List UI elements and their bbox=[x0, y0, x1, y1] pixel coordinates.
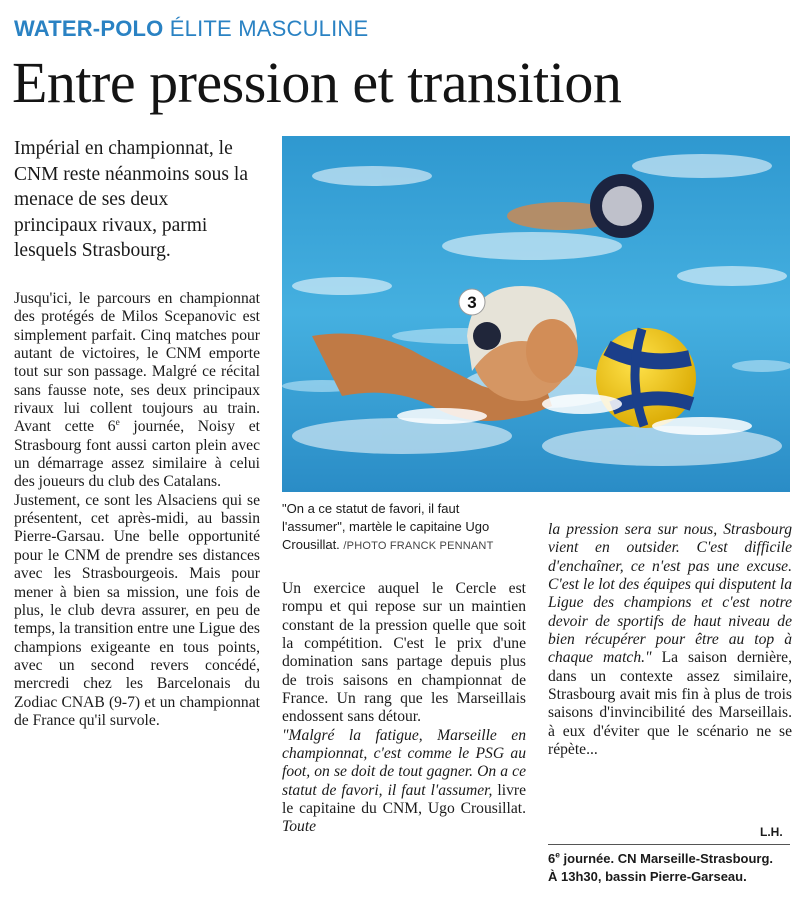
photo-caption bbox=[282, 500, 526, 555]
quote-part-1: "Malgré la fatigue, Marseille en championnat, c'est comme le PSG au foot, on se doit de tout gagner. On a ce statut de favori, il faut l'assumer, bbox=[282, 726, 526, 799]
quote-part-2: la pression sera sur nous, Strasbourg vient en outsider. C'est difficile d'enchaîner, ce n'est pas une excuse. C'est le lot des équipes qui disputent la Ligue des champions et c'est notre devoir de sportifs de haut niveau de bien récupérer pour être au top à chaque match." bbox=[548, 521, 792, 667]
cap-number: 3 bbox=[467, 293, 477, 312]
kicker-sport: WATER-POLO bbox=[14, 16, 164, 41]
quote-continues: Toute bbox=[282, 818, 317, 836]
paragraph-3: Un exercice auquel le Cercle est rompu et qui repose sur un maintien constant de la pression quelle que soit la compétition. C'est le prix d'une domination sans partage depuis plus de trois saisons en championnat de France. Un rang que les Marseillais endossent sans détour. bbox=[282, 580, 526, 726]
article-photo bbox=[282, 136, 790, 492]
kicker-category: ÉLITE MASCULINE bbox=[169, 16, 369, 41]
article-column-1 bbox=[14, 290, 260, 730]
match-info: 6e journée. CN Marseille-Strasbourg. À 13h30, bassin Pierre-Garseau. bbox=[548, 849, 774, 884]
article-column-3 bbox=[548, 521, 792, 759]
section-kicker bbox=[14, 16, 368, 42]
standfirst: Impérial en championnat, le CNM reste néanmoins sous la menace de ses deux principaux rivaux, parmi lesquels Strasbourg. bbox=[14, 138, 248, 261]
headline: Entre pression et transition bbox=[12, 50, 622, 115]
caption-text: "On a ce statut de favori, il faut l'assumer", martèle le capitaine Ugo Crousillat. bbox=[282, 501, 490, 552]
info-divider bbox=[548, 844, 790, 845]
author-signature: L.H. bbox=[760, 825, 783, 839]
photo-credit: /PHOTO FRANCK PENNANT bbox=[343, 540, 494, 552]
paragraph-2: Justement, ce sont les Alsaciens qui se présentent, cet après-midi, au bassin Pierre-Garsau. Une belle opportunité pour le CNM de prendre ses distances avec les Strasbourgeois. Mais pour mener à bien sa mission, une fois de plus, le club devra assurer, en peu de temps, la transition entre une Ligue des champions exigeante en tous points, avec un second revers concédé, mercredi chez les Barcelonais du Zodiac CNAB (9-7) et un championnat de France qu'il survole. bbox=[14, 491, 260, 729]
paragraph-5-rest: La saison dernière, dans un contexte assez similaire, Strasbourg avait mis fin à plus de trois saisons d'invincibilité des Marseillais. à eux d'éviter que le scénario ne se répète... bbox=[548, 649, 792, 759]
paragraph-1: Jusqu'ici, le parcours en championnat des protégés de Milos Scepanovic est simplement parfait. Cinq matches pour autant de victoires, le CNM emporte tout sur son passage. Malgré ce récital sans fausse note, ses deux principaux rivaux lui collent toujours au train. Avant cette 6e journée, Noisy et Strasbourg font aussi carton plein avec un démarrage assez similaire à celui des joueurs du club des Catalans. bbox=[14, 290, 260, 491]
quote-attribution: livre le capitaine du CNM, Ugo Crousillat. bbox=[282, 781, 526, 818]
article-column-2 bbox=[282, 580, 526, 837]
match-time-place: À 13h30, bassin Pierre-Garseau. bbox=[548, 869, 747, 884]
paragraph-4 bbox=[282, 727, 526, 837]
paragraph-5 bbox=[548, 521, 792, 759]
